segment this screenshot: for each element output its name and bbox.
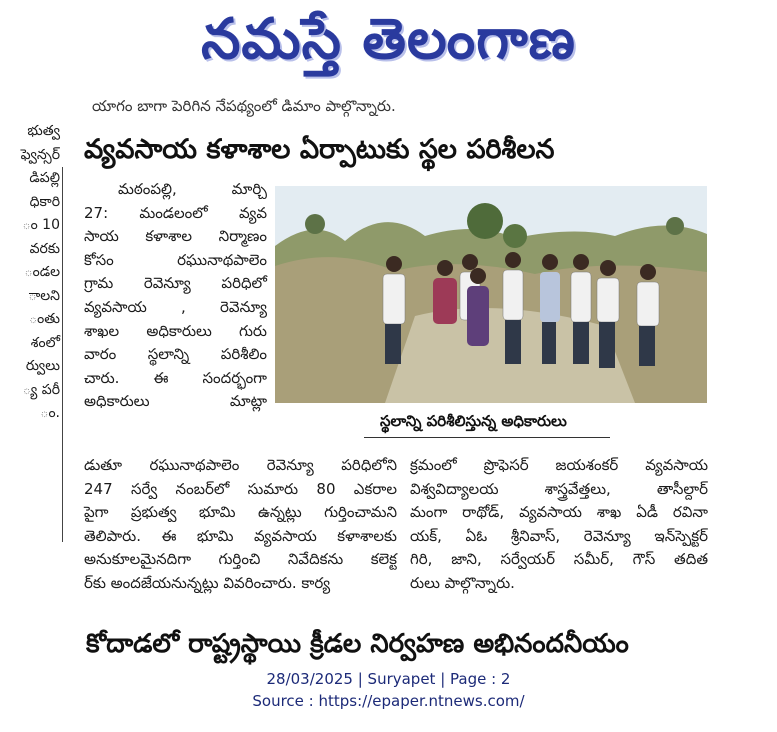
left-fragment: ం 10 [22, 217, 60, 233]
body-line: విశ్వవిద్యాలయ శాస్త్రవేత్తలు, తాసీల్దార్ [410, 479, 708, 498]
left-fragment: ం. [40, 405, 60, 421]
column-divider [62, 167, 63, 542]
body-line: వారం స్థలాన్ని పరిశీలిం [84, 345, 267, 364]
left-fragment: ధికారి [29, 193, 60, 210]
body-line: మఠంపల్లి, మార్చి [118, 180, 267, 198]
body-line: 247 సర్వే నంబర్‌లో సుమారు 80 ఎకరాల [84, 479, 397, 498]
body-line: ర్‌కు అందజేయనున్నట్లు వివరించారు. కార్య [84, 573, 331, 592]
article-body-narrow [84, 178, 267, 414]
body-line: క్రమంలో ప్రొఫెసర్ జయశంకర్ వ్యవసాయ [410, 456, 708, 474]
article-photo [275, 186, 707, 403]
body-line: అనుకూలమైనదిగా గుర్తించి నివేదికను కలెక్ట [84, 550, 397, 569]
article-headline: వ్యవసాయ కళాశాల ఏర్పాటుకు స్థల పరిశీలన [84, 134, 555, 165]
article-body-right [410, 454, 708, 596]
masthead-title: నమస్తే తెలంగాణ [201, 7, 576, 72]
caption-underline [364, 437, 610, 438]
body-line: రులు పాల్గొన్నారు. [410, 573, 515, 592]
footer-date-edition: 28/03/2025 | Suryapet | Page : 2 [266, 670, 511, 688]
left-fragment: వరకు [29, 240, 60, 257]
footer-source: Source : https://epaper.ntnews.com/ [252, 692, 525, 710]
left-fragment: ఫ్వెన్సర్ [20, 146, 60, 163]
body-line: అధికారులు మాట్లా [84, 392, 267, 411]
body-line: యక్, ఏఓ శ్రీనివాస్, రెవెన్యూ ఇన్‌స్పెక్టర్ [410, 526, 708, 545]
previous-article-tail: యాగం బాగా పెరిగిన నేపథ్యంలో డిమాం పాల్గొన్నారు. [92, 97, 396, 115]
body-line: శాఖల అధికారులు గురు [84, 321, 267, 340]
body-line: గిరి, జాని, సర్వేయర్ సమీర్, గౌస్ తదిత [410, 550, 708, 569]
left-fragment: ంతు [29, 311, 60, 327]
body-line: తెలిపారు. ఈ భూమి వ్యవసాయ కళాశాలకు [84, 526, 397, 545]
left-fragment: ండల [24, 264, 60, 280]
left-column-fragments [0, 120, 60, 480]
body-line: వ్యవసాయ , రెవెన్యూ [84, 297, 267, 316]
body-line: గ్రామ రెవెన్యూ పరిధిలో [84, 274, 267, 293]
left-fragment: ర్వులు [25, 358, 60, 374]
newspaper-clipping [0, 92, 710, 659]
photo-caption: స్థలాన్ని పరిశీలిస్తున్న అధికారులు [380, 412, 567, 430]
article-body-wide [84, 454, 397, 596]
next-article-headline: కోదాడలో రాష్ట్రస్థాయి క్రీడల నిర్వహణ అభినందనీయం [86, 629, 629, 659]
body-line: కోసం రఘునాథపాలెం [84, 250, 267, 269]
left-fragment: భుత్వ [27, 123, 60, 139]
left-fragment: ాలని [28, 287, 60, 304]
body-line: మంగా రాథోడ్, వ్యవసాయ శాఖ ఏడీ రవినా [410, 503, 708, 522]
body-line: సాయ కళాశాల నిర్మాణం [84, 227, 267, 246]
body-line: చారు. ఈ సందర్భంగా [84, 368, 267, 387]
body-line: డుతూ రఘునాథపాలెం రెవెన్యూ పరిధిలోని [84, 456, 397, 474]
left-fragment: ్య పరీ [22, 381, 60, 398]
body-line: పైగా ప్రభుత్వ భూమి ఉన్నట్లు గుర్తించామని [84, 503, 397, 522]
body-line: 27: మండలంలో వ్యవ [84, 203, 267, 222]
page-footer [0, 668, 777, 712]
left-fragment: శంలో [30, 334, 60, 351]
left-fragment: డిపల్లి [29, 170, 60, 186]
